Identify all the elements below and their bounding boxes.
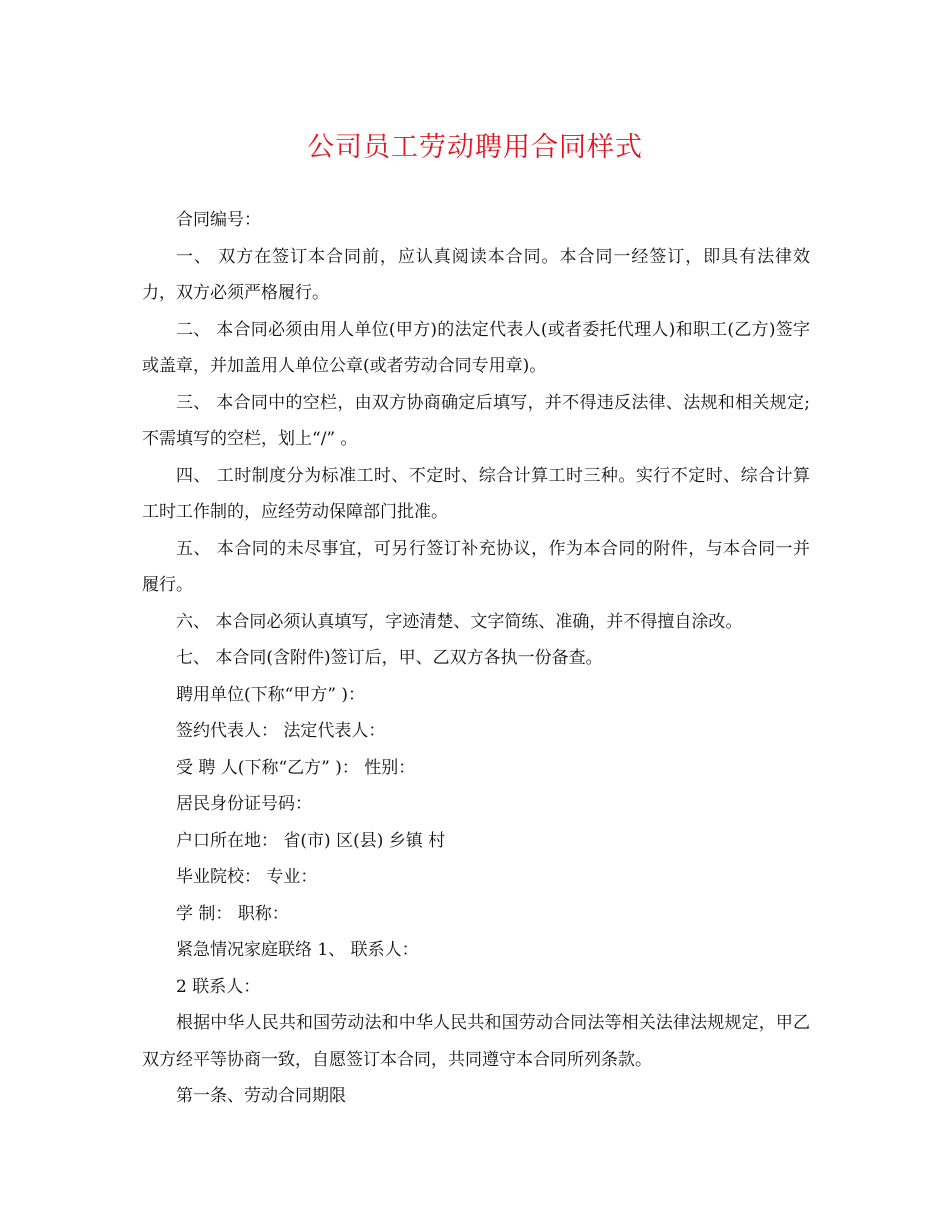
education-title-field: 学 制： 职称： [176,903,289,924]
clause-2: 二、 本合同必须由用人单位(甲方)的法定代表人(或者委托代理人)和职工(乙方)签字或盖章，并加盖用人单位公章(或者劳动合同专用章)。 [142,319,810,376]
clause-7: 七、 本合同(含附件)签订后，甲、乙双方各执一份备查。 [176,648,603,668]
legal-basis-paragraph: 根据中华人民共和国劳动法和中华人民共和国劳动合同法等相关法律法规规定，甲乙双方经平等协商一致，自愿签订本合同，共同遵守本合同所列条款。 [142,1013,810,1070]
clause-1: 一、 双方在签订本合同前，应认真阅读本合同。本合同一经签订，即具有法律效力，双方必须严格履行。 [142,246,810,303]
graduate-school-field: 毕业院校： 专业： [176,867,318,887]
article-1-heading: 第一条、劳动合同期限 [176,1086,346,1106]
employee-field: 受 聘 人(下称“乙方” )： 性别： [176,757,416,778]
id-number-field: 居民身份证号码： [176,794,312,814]
signing-representative-field: 签约代表人： 法定代表人： [176,721,386,741]
document-title: 公司员工劳动聘用合同样式 [307,132,643,163]
employer-field: 聘用单位(下称“甲方” )： [176,684,366,705]
emergency-contact-1-field: 紧急情况家庭联络 1、 联系人： [176,940,419,960]
emergency-contact-2-field: 2 联系人： [176,976,261,997]
household-registration-field: 户口所在地： 省(市) 区(县) 乡镇 村 [176,830,446,851]
contract-number-line: 合同编号： [176,210,261,230]
clause-5: 五、 本合同的未尽事宜，可另行签订补充协议，作为本合同的附件，与本合同一并履行。 [142,538,810,595]
clause-4: 四、 工时制度分为标准工时、不定时、综合计算工时三种。实行不定时、综合计算工时工作制的，应经劳动保障部门批准。 [142,465,810,522]
document-body [142,202,810,1115]
clause-3: 三、 本合同中的空栏，由双方协商确定后填写，并不得违反法律、法规和相关规定;不需填写的空栏，划上“/” 。 [142,392,810,449]
clause-6: 六、 本合同必须认真填写，字迹清楚、文字简练、准确，并不得擅自涂改。 [176,611,743,632]
